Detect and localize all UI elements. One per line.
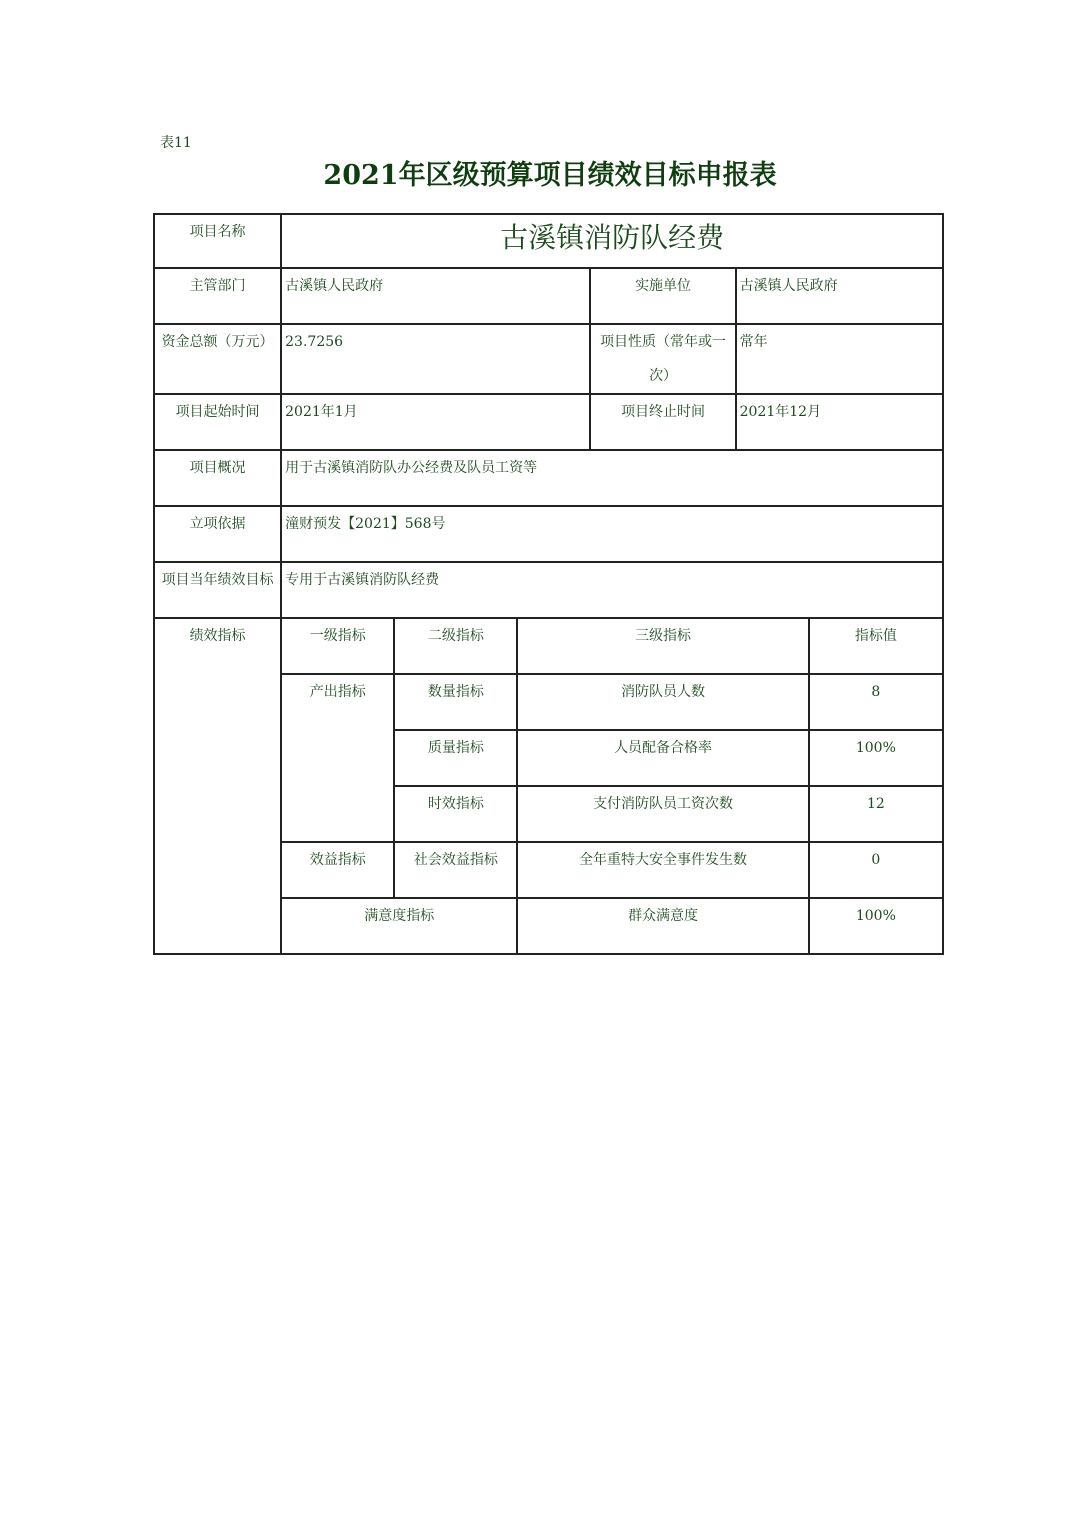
end-label: 项目终止时间 [590,394,735,450]
impl-value: 古溪镇人民政府 [736,268,943,324]
basis-label: 立项依据 [154,506,281,562]
nature-label: 项目性质（常年或一次） [590,324,735,394]
project-name-label: 项目名称 [154,214,281,268]
project-name-value: 古溪镇消防队经费 [281,214,943,268]
table-row-value: 12 [809,786,943,842]
performance-table [153,213,944,955]
goal-label: 项目当年绩效目标 [154,562,281,618]
table-row-value: 0 [809,842,943,898]
perf-label: 绩效指标 [154,618,281,954]
table-row-value: 100% [809,730,943,786]
satisfaction-value: 100% [809,898,943,954]
table-row-level3: 支付消防队员工资次数 [517,786,808,842]
fund-value: 23.7256 [281,324,590,394]
table-row-level2: 质量指标 [394,730,517,786]
header-value: 指标值 [809,618,943,674]
start-label: 项目起始时间 [154,394,281,450]
level1-output: 产出指标 [281,674,394,842]
level1-satisfaction: 满意度指标 [281,898,517,954]
end-value: 2021年12月 [736,394,943,450]
table-row-level2: 社会效益指标 [394,842,517,898]
goal-value: 专用于古溪镇消防队经费 [281,562,943,618]
level1-benefit: 效益指标 [281,842,394,898]
table-row-level2: 时效指标 [394,786,517,842]
basis-value: 潼财预发【2021】568号 [281,506,943,562]
page-title: 2021年区级预算项目绩效目标申报表 [323,160,777,191]
impl-label: 实施单位 [590,268,735,324]
overview-value: 用于古溪镇消防队办公经费及队员工资等 [281,450,943,506]
overview-label: 项目概况 [154,450,281,506]
header-level1: 一级指标 [281,618,394,674]
dept-label: 主管部门 [154,268,281,324]
table-row-level3: 人员配备合格率 [517,730,808,786]
fund-label: 资金总额（万元） [154,324,281,394]
header-level2: 二级指标 [394,618,517,674]
table-row-level3: 全年重特大安全事件发生数 [517,842,808,898]
table-row-level3: 消防队员人数 [517,674,808,730]
satisfaction-level3: 群众满意度 [517,898,808,954]
start-value: 2021年1月 [281,394,590,450]
dept-value: 古溪镇人民政府 [281,268,590,324]
table-number: 表11 [160,135,192,151]
header-level3: 三级指标 [517,618,808,674]
nature-value: 常年 [736,324,943,394]
table-row-value: 8 [809,674,943,730]
table-row-level2: 数量指标 [394,674,517,730]
